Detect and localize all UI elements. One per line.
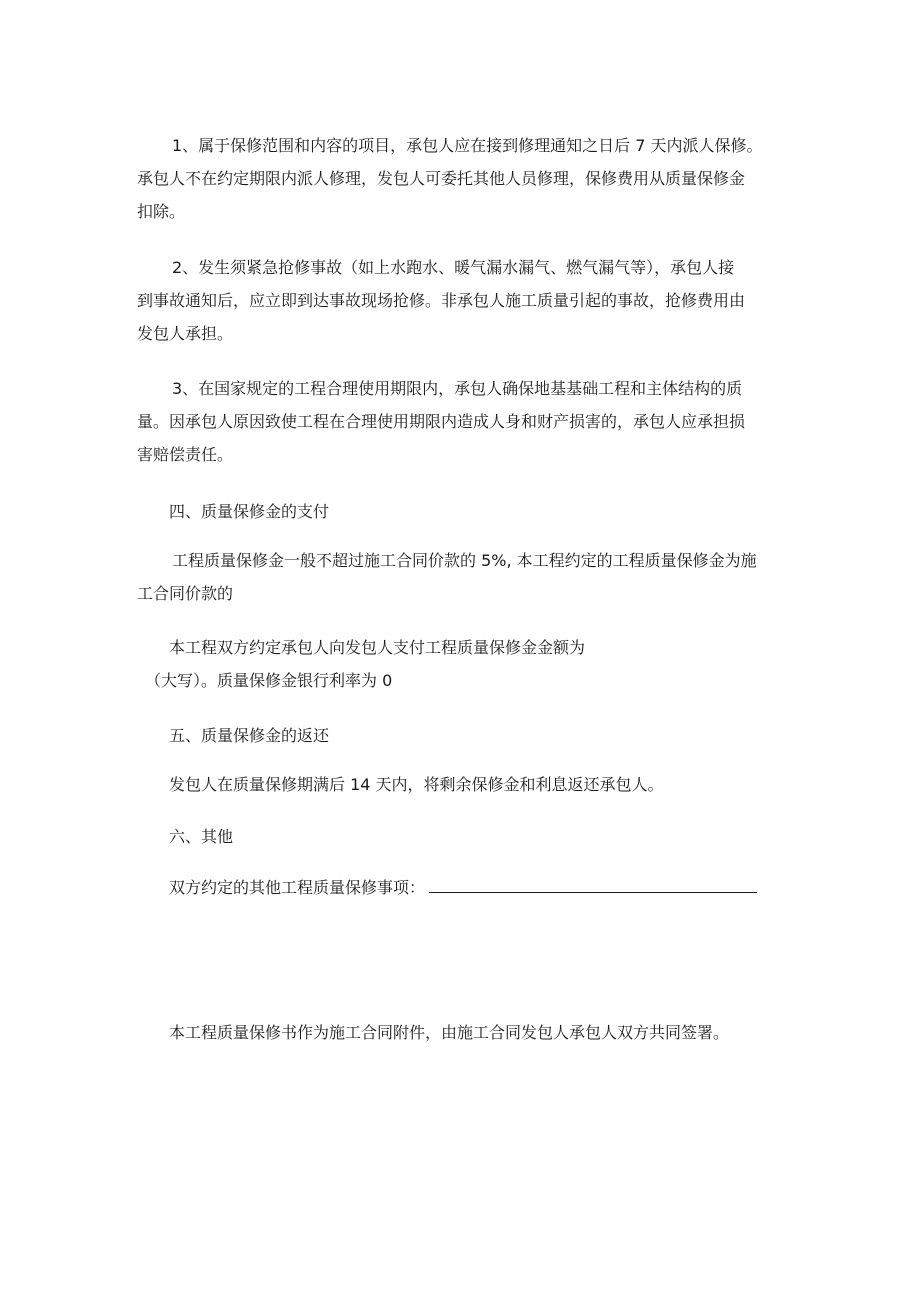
text-line: 扣除。 — [137, 202, 186, 221]
clause-3-paragraph — [137, 373, 792, 470]
text-line: 承包人不在约定期限内派人修理，发包人可委托其他人员修理，保修费用从质量保修金 — [137, 169, 746, 188]
section-5-heading: 五、质量保修金的返还 — [169, 726, 330, 745]
retention-rate-paragraph — [137, 545, 792, 609]
text-line: （大写）。质量保修金银行利率为 0 — [145, 671, 393, 690]
other-matters-paragraph — [137, 872, 824, 903]
text-line: 1、属于保修范围和内容的项目，承包人应在接到修理通知之日后 7 天内派人保修。 — [172, 136, 763, 155]
text-line: 2、发生须紧急抢修事故（如上水跑水、暖气漏水漏气、燃气漏气等），承包人接 — [172, 258, 735, 277]
blank-fill-line — [429, 874, 757, 893]
text-line: 量。因承包人原因致使工程在合理使用期限内造成人身和财产损害的，承包人应承担损 — [137, 412, 746, 431]
text-line: 到事故通知后，应立即到达事故现场抢修。非承包人施工质量引起的事故，抢修费用由 — [137, 291, 746, 310]
text-line: 本工程双方约定承包人向发包人支付工程质量保修金金额为 — [169, 638, 586, 657]
text-line: 害赔偿责任。 — [137, 445, 234, 464]
section-6-heading: 六、其他 — [169, 827, 234, 846]
closing-paragraph: 本工程质量保修书作为施工合同附件，由施工合同发包人承包人双方共同签署。 — [169, 1023, 730, 1042]
other-matters-label: 双方约定的其他工程质量保修事项： — [169, 878, 426, 897]
retention-amount-paragraph — [137, 632, 792, 696]
refund-paragraph: 发包人在质量保修期满后 14 天内，将剩余保修金和利息返还承包人。 — [169, 775, 664, 794]
clause-1-paragraph — [137, 130, 792, 227]
text-line: 发包人承担。 — [137, 324, 234, 343]
text-line: 工合同价款的 — [137, 584, 234, 603]
text-line: 3、在国家规定的工程合理使用期限内，承包人确保地基基础工程和主体结构的质 — [172, 379, 743, 398]
clause-2-paragraph — [137, 252, 792, 349]
text-line: 工程质量保修金一般不超过施工合同价款的 5%, 本工程约定的工程质量保修金为施 — [172, 551, 757, 570]
section-4-heading: 四、质量保修金的支付 — [169, 502, 330, 521]
